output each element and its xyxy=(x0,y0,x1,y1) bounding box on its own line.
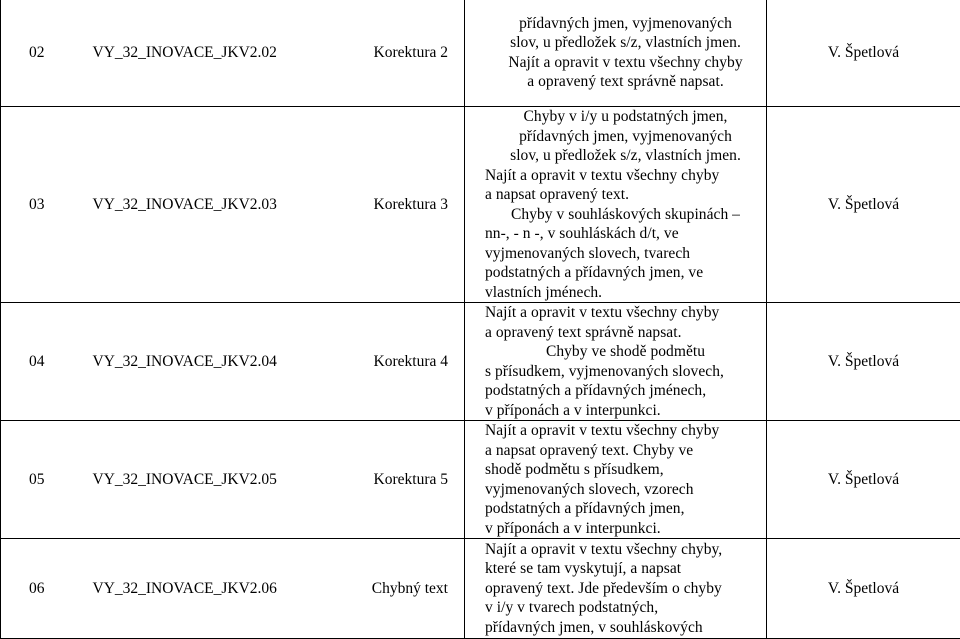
row-number: 03 xyxy=(1,107,48,303)
description-line: slov, u předložek s/z, vlastních jmen. xyxy=(485,33,766,53)
description-line: opravený text. Jde především o chyby xyxy=(485,579,766,599)
material-description xyxy=(465,539,767,639)
author-name: V. Špetlová xyxy=(767,0,960,107)
material-title: Chybný text xyxy=(266,539,465,639)
description-line: Najít a opravit v textu všechny chyby xyxy=(485,421,766,441)
description-line: přídavných jmen, vyjmenovaných xyxy=(485,127,766,147)
materials-table-body xyxy=(1,0,960,639)
description-line: vlastních jménech. xyxy=(485,283,766,303)
description-line: a napsat opravený text. Chyby ve xyxy=(485,441,766,461)
material-title: Korektura 5 xyxy=(266,421,465,539)
description-line: nn-, - n -, v souhláskách d/t, ve xyxy=(485,224,766,244)
material-title: Korektura 2 xyxy=(266,0,465,107)
description-line: v příponách a v interpunkci. xyxy=(485,401,766,421)
row-number: 04 xyxy=(1,303,48,421)
table-row xyxy=(1,0,960,107)
author-name: V. Špetlová xyxy=(767,421,960,539)
description-line: a opravený text správně napsat. xyxy=(485,72,766,92)
description-line: slov, u předložek s/z, vlastních jmen. xyxy=(485,146,766,166)
description-line: v i/y v tvarech podstatných, xyxy=(485,598,766,618)
material-description xyxy=(465,421,767,539)
description-line: shodě podmětu s přísudkem, xyxy=(485,460,766,480)
description-line: a opravený text správně napsat. xyxy=(485,323,766,343)
material-description xyxy=(465,0,767,107)
table-row xyxy=(1,303,960,421)
material-code: VY_32_INOVACE_JKV2.05 xyxy=(48,421,266,539)
description-line: přídavných jmen, v souhláskových xyxy=(485,618,766,638)
description-line: Najít a opravit v textu všechny chyby xyxy=(485,303,766,323)
material-code: VY_32_INOVACE_JKV2.04 xyxy=(48,303,266,421)
description-line: přídavných jmen, vyjmenovaných xyxy=(485,14,766,34)
material-title: Korektura 4 xyxy=(266,303,465,421)
author-name: V. Špetlová xyxy=(767,303,960,421)
material-description xyxy=(465,303,767,421)
table-row xyxy=(1,421,960,539)
description-line: vyjmenovaných slovech, vzorech xyxy=(485,480,766,500)
material-code: VY_32_INOVACE_JKV2.02 xyxy=(48,0,266,107)
description-line: Najít a opravit v textu všechny chyby, xyxy=(485,540,766,560)
description-line: podstatných a přídavných jmen, ve xyxy=(485,263,766,283)
author-name: V. Špetlová xyxy=(767,107,960,303)
row-number: 06 xyxy=(1,539,48,639)
description-line: Najít a opravit v textu všechny chyby xyxy=(485,166,766,186)
material-description xyxy=(465,107,767,303)
description-line: vyjmenovaných slovech, tvarech xyxy=(485,244,766,264)
table-row xyxy=(1,539,960,639)
material-code: VY_32_INOVACE_JKV2.06 xyxy=(48,539,266,639)
row-number: 05 xyxy=(1,421,48,539)
description-line: a napsat opravený text. xyxy=(485,185,766,205)
description-line: Chyby v i/y u podstatných jmen, xyxy=(485,107,766,127)
description-line: podstatných a přídavných jménech, xyxy=(485,381,766,401)
description-line: Najít a opravit v textu všechny chyby xyxy=(485,53,766,73)
material-code: VY_32_INOVACE_JKV2.03 xyxy=(48,107,266,303)
table-row xyxy=(1,107,960,303)
description-line: které se tam vyskytují, a napsat xyxy=(485,559,766,579)
description-line: v příponách a v interpunkci. xyxy=(485,519,766,539)
row-number: 02 xyxy=(1,0,48,107)
description-line: s přísudkem, vyjmenovaných slovech, xyxy=(485,362,766,382)
description-line: Chyby ve shodě podmětu xyxy=(485,342,766,362)
description-line: Chyby v souhláskových skupinách – xyxy=(485,205,766,225)
material-title: Korektura 3 xyxy=(266,107,465,303)
author-name: V. Špetlová xyxy=(767,539,960,639)
description-line: podstatných a přídavných jmen, xyxy=(485,499,766,519)
